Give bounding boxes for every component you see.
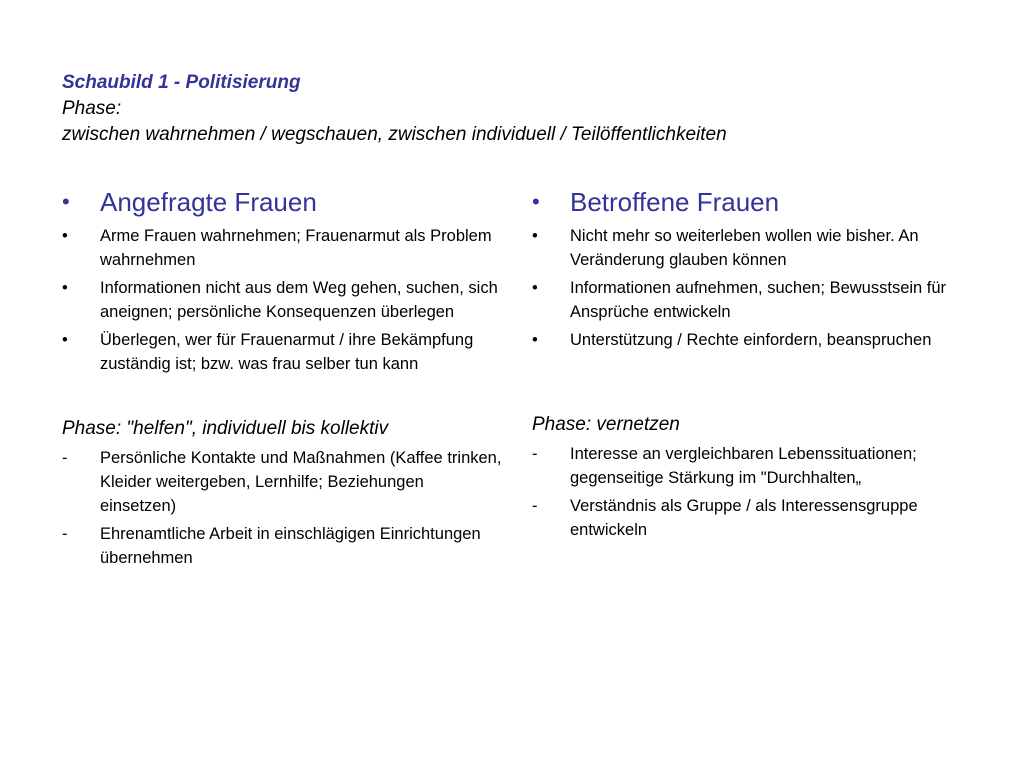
list-item-text: Informationen aufnehmen, suchen; Bewusstsein für Ansprüche entwickeln [570, 279, 947, 321]
dash-icon: - [532, 497, 538, 515]
slide-subtitle-phase: Phase: [62, 98, 122, 119]
slide-subtitle-description: zwischen wahrnehmen / wegschauen, zwischen individuell / Teilöffentlichkeiten [62, 124, 727, 145]
dash-icon: - [62, 449, 68, 467]
list-item [62, 276, 502, 324]
right-bullet-list [532, 224, 972, 352]
bullet-icon: • [62, 331, 68, 349]
bullet-icon: • [532, 227, 538, 245]
list-item [62, 328, 502, 376]
left-phase-list [62, 446, 502, 570]
list-item-text: Informationen nicht aus dem Weg gehen, suchen, sich aneignen; persönliche Konsequenzen überlegen [100, 279, 498, 321]
bullet-icon: • [62, 227, 68, 245]
list-item [532, 224, 972, 272]
list-item-text: Persönliche Kontakte und Maßnahmen (Kaffee trinken, Kleider weitergeben, Lernhilfe; Beziehungen einsetzen) [100, 449, 502, 515]
slide-title: Schaubild 1 - Politisierung [62, 72, 301, 93]
list-item [532, 494, 972, 542]
list-item [62, 446, 502, 518]
list-item [62, 522, 502, 570]
left-bullet-list [62, 224, 502, 376]
list-item-text: Unterstützung / Rechte einfordern, beanspruchen [570, 331, 932, 349]
list-item [532, 442, 972, 490]
bullet-icon: • [532, 331, 538, 349]
slide-title-block [62, 70, 982, 148]
left-column-heading [62, 186, 502, 218]
left-heading-text: Angefragte Frauen [100, 187, 317, 217]
list-item [532, 276, 972, 324]
list-item-text: Nicht mehr so weiterleben wollen wie bisher. An Veränderung glauben können [570, 227, 919, 269]
dash-icon: - [62, 525, 68, 543]
right-heading-text: Betroffene Frauen [570, 187, 780, 217]
right-phase-list [532, 442, 972, 542]
list-item-text: Verständnis als Gruppe / als Interessensgruppe entwickeln [570, 497, 918, 539]
list-item [62, 224, 502, 272]
right-column-heading [532, 186, 972, 218]
heading-bullet-icon: • [532, 189, 540, 214]
dash-icon: - [532, 445, 538, 463]
left-column [62, 186, 502, 574]
list-item [532, 328, 972, 352]
right-phase-heading: Phase: vernetzen [532, 414, 680, 435]
list-item-text: Arme Frauen wahrnehmen; Frauenarmut als Problem wahrnehmen [100, 227, 492, 269]
right-column [532, 186, 972, 546]
left-phase-heading: Phase: "helfen", individuell bis kollektiv [62, 418, 389, 439]
heading-bullet-icon: • [62, 189, 70, 214]
bullet-icon: • [62, 279, 68, 297]
list-item-text: Ehrenamtliche Arbeit in einschlägigen Einrichtungen übernehmen [100, 525, 481, 567]
list-item-text: Interesse an vergleichbaren Lebenssituationen; gegenseitige Stärkung im "Durchhalten„ [570, 445, 917, 487]
list-item-text: Überlegen, wer für Frauenarmut / ihre Bekämpfung zuständig ist; bzw. was frau selber tun kann [100, 331, 474, 373]
bullet-icon: • [532, 279, 538, 297]
